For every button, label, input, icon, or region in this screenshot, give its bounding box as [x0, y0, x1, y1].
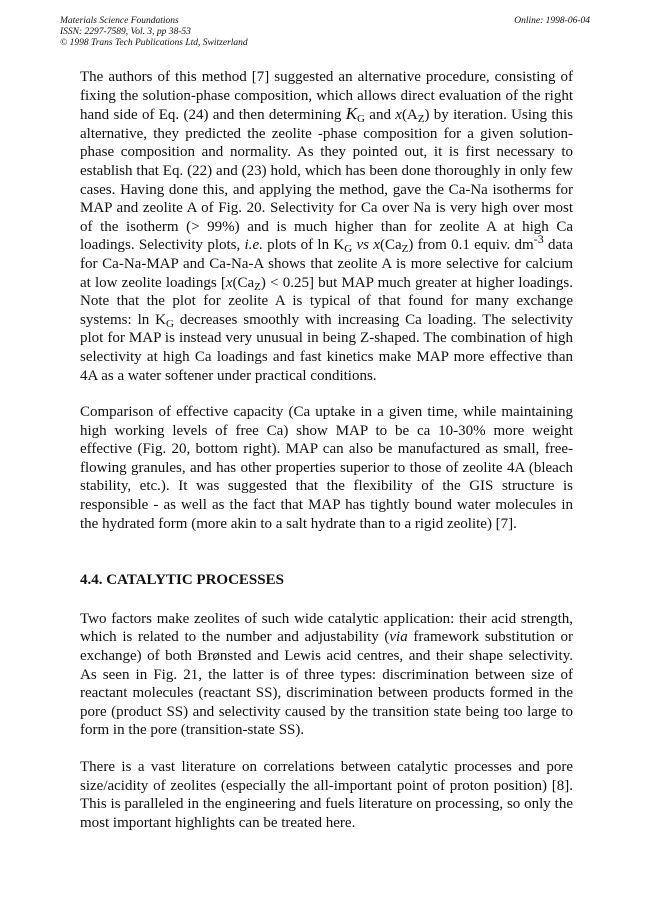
text-run: Two factors make zeolites of such wide catalytic application: their acid strength, which is related to the number and adjustability ( [80, 610, 573, 646]
copyright-line: © 1998 Trans Tech Publications Ltd, Switzerland [60, 38, 248, 48]
subscript-g: G [357, 113, 365, 126]
subscript-z: Z [254, 280, 261, 293]
subscript-g: G [166, 317, 174, 330]
symbol-k: K [345, 104, 358, 124]
symbol-x: x [373, 237, 380, 254]
subscript-g: G [344, 243, 353, 256]
text-run: by iteration. Using this alternative, they predicted the zeolite -phase composition for a given solution-phase composition and normality. As they pointed out, it is first necessary to establish that Eq. (22) and (23) hold, which has been done thoroughly in only few cases. Having done this, and applying the method, gave the Ca-Na isotherms for MAP and zeolite A of Fig. 20. Selectivity for Ca over Na is very high over most of the isotherm (> 99%) and is much higher than for zeolite A at high Ca loadings. Selectivity plots, [80, 107, 573, 254]
italic-ie: i.e. [244, 237, 263, 254]
text-run: ) < 0.25] but MAP much greater at higher loadings. Note that the plot for zeolite A is typical of that found for many exchange systems: ln K [80, 274, 573, 328]
symbol-x: x [225, 274, 233, 291]
paragraph-catalytic-factors [80, 610, 573, 740]
italic-vs: vs [356, 237, 369, 254]
text-run: from 0.1 equiv. dm [413, 237, 534, 254]
online-date: Online: 1998-06-04 [514, 16, 590, 26]
text-run: plots of ln K [262, 237, 345, 254]
text-run: (Ca [232, 274, 255, 291]
text-run: The authors of this method [7] suggested an alternative procedure, consisting of fixing the solution-phase composition, which allows direct evaluation of the right hand side of Eq. (24) and then determining [80, 69, 573, 124]
paragraph-effective-capacity: Comparison of effective capacity (Ca uptake in a given time, while maintaining high working levels of free Ca) show MAP to be ca 10-30% more weight effective (Fig. 20, bottom right). MAP can also be manufactured as small, free-flowing granules, and has other properties superior to those of zeolite 4A (bleach stability, etc.). It was suggested that the flexibility of the GIS structure is responsible - as well as the fact that MAP has tightly bound water molecules in the hydrated form (more akin to a salt hydrate than to a rigid zeolite) [7]. [80, 404, 573, 532]
subscript-z: Z [401, 243, 409, 256]
paragraph-ion-exchange-method [80, 68, 573, 385]
text-run: and [364, 107, 396, 124]
text-run: ) [424, 107, 430, 124]
text-run: (A [401, 107, 418, 124]
symbol-x: x [395, 107, 402, 124]
paragraph-literature: There is a vast literature on correlations between catalytic processes and pore size/acidity of zeolites (especially the all-important point of proton position) [8]. This is paralleled in the engineering and fuels literature on processing, so only the most important highlights can be treated here. [80, 759, 573, 831]
journal-name: Materials Science Foundations [60, 16, 179, 26]
text-run: ) [408, 237, 414, 254]
italic-via: via [389, 629, 408, 646]
page-header [60, 16, 590, 49]
text-run: (Ca [379, 237, 402, 254]
superscript-exponent: -3 [533, 232, 544, 247]
text-run: decreases smoothly with increasing Ca loading. The selectivity plot for MAP is instead very unusual in being Z-shaped. The combination of high selectivity at high Ca loadings and fast kinetics make MAP more effective than 4A as a water softener under practical conditions. [80, 311, 573, 384]
header-citation [60, 16, 248, 49]
text-run: data for Ca-Na-MAP and Ca-Na-A shows that zeolite A is more selective for calcium at low zeolite loadings [ [80, 237, 573, 291]
text-run: framework substitution or exchange) of both Brønsted and Lewis acid centres, and their shape selectivity. As seen in Fig. 21, the latter is of three types: discrimination between size of reactant molecules (reactant SS), discrimination between products formed in the pore (product SS) and selectivity caused by the transition state being too large to form in the pore (transition-state SS). [80, 629, 573, 739]
section-heading: 4.4. CATALYTIC PROCESSES [80, 572, 284, 589]
article-body [80, 68, 573, 832]
issn-line: ISSN: 2297-7589, Vol. 3, pp 38-53 [60, 27, 191, 37]
subscript-z: Z [417, 113, 425, 126]
